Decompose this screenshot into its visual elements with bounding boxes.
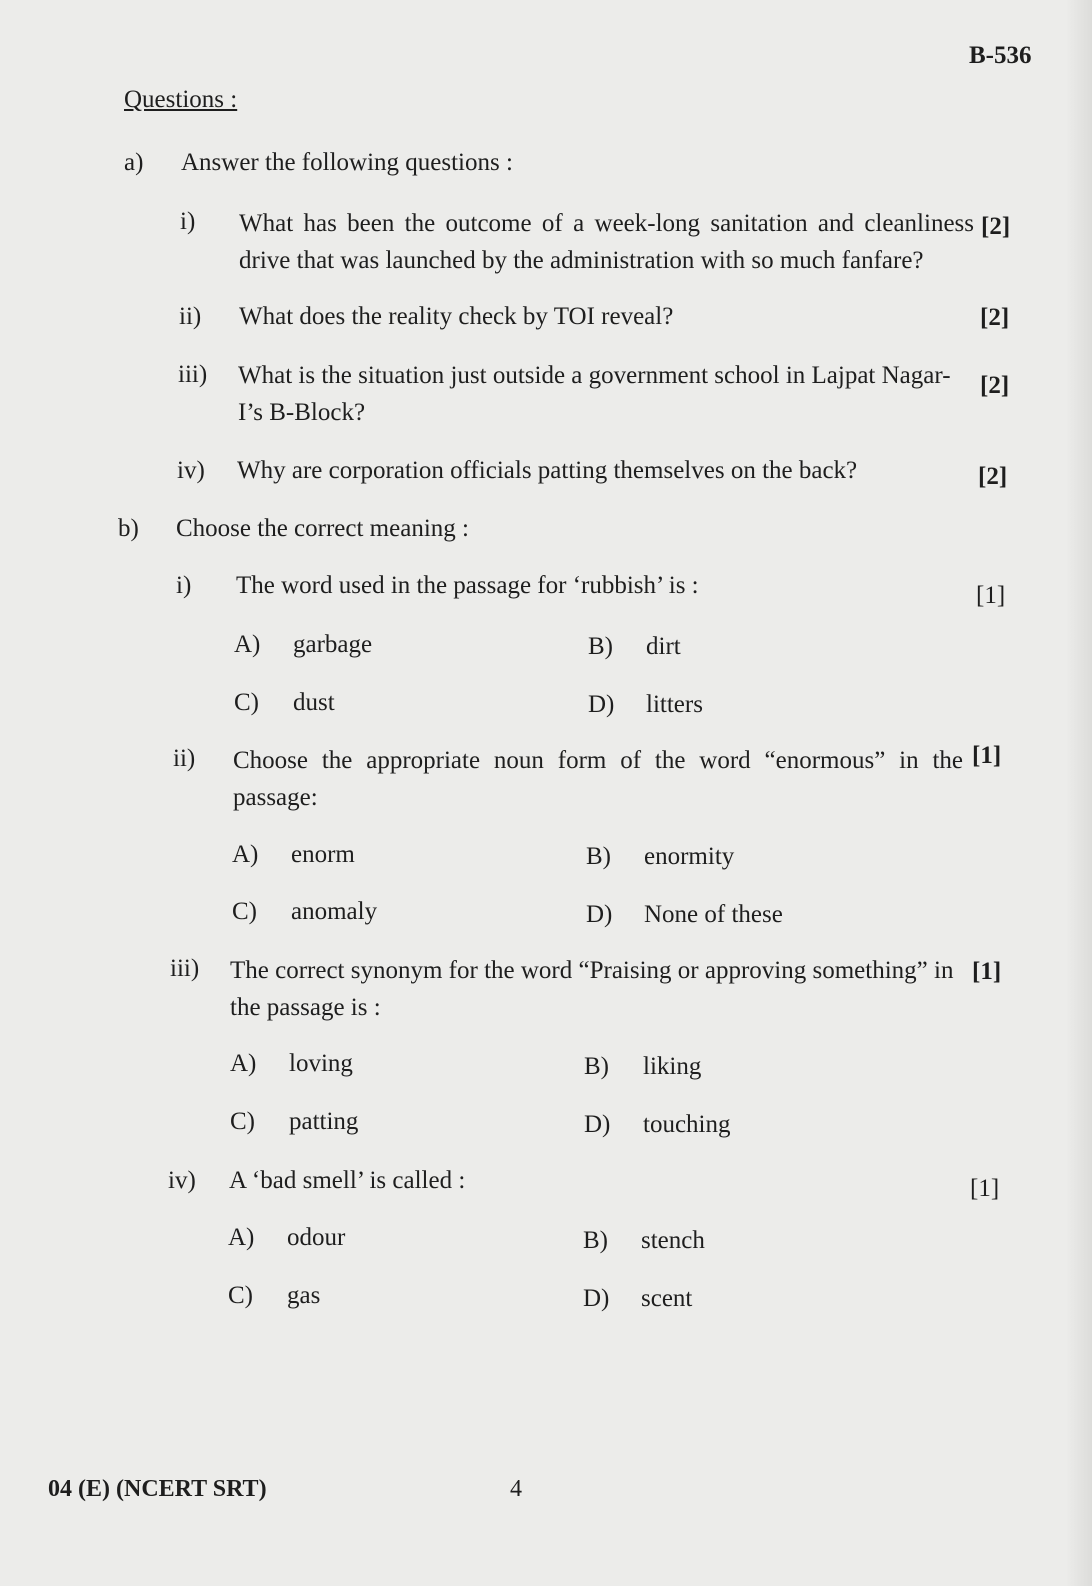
option-key: D) bbox=[586, 901, 613, 928]
question-a4-number: iv) bbox=[177, 457, 205, 484]
question-a3-number: iii) bbox=[178, 361, 208, 388]
footer-paper-code: 04 (E) (NCERT SRT) bbox=[48, 1476, 267, 1502]
option-text: patting bbox=[289, 1108, 359, 1135]
option-key: B) bbox=[584, 1053, 609, 1080]
option-key: C) bbox=[232, 898, 257, 925]
option-text: loving bbox=[289, 1050, 353, 1077]
option-key: B) bbox=[588, 633, 613, 660]
option-text: litters bbox=[646, 691, 703, 718]
question-a3-marks: [2] bbox=[980, 372, 1010, 399]
paper-code-header: B-536 bbox=[969, 42, 1032, 69]
question-b3-text: The correct synonym for the word “Praising or approving something” in the passage is : bbox=[230, 957, 954, 1021]
option-text: liking bbox=[643, 1053, 702, 1080]
option-key: D) bbox=[588, 691, 615, 718]
option-text: scent bbox=[641, 1285, 693, 1312]
option-key: C) bbox=[234, 689, 259, 716]
question-b3-number: iii) bbox=[170, 955, 200, 982]
question-b4-number: iv) bbox=[168, 1167, 196, 1194]
option-text: odour bbox=[287, 1224, 346, 1251]
question-a1-text: What has been the outcome of a week-long sanitation and cleanliness drive that was launched by the administration with so much fanfare? bbox=[239, 210, 974, 274]
option-text: gas bbox=[287, 1282, 321, 1309]
question-b2-marks: [1] bbox=[972, 742, 1002, 769]
option-key: C) bbox=[228, 1282, 253, 1309]
question-b3-marks: [1] bbox=[972, 958, 1002, 985]
question-b1-text: The word used in the passage for ‘rubbish’ is : bbox=[236, 572, 699, 599]
option-text: dirt bbox=[646, 633, 681, 660]
page-edge-shadow bbox=[1066, 0, 1092, 1586]
option-key: D) bbox=[584, 1111, 611, 1138]
page-number: 4 bbox=[510, 1476, 522, 1502]
section-b-instruction: Choose the correct meaning : bbox=[176, 515, 469, 542]
option-key: A) bbox=[228, 1224, 255, 1251]
section-a-label: a) bbox=[124, 149, 144, 176]
section-a-instruction: Answer the following questions : bbox=[181, 149, 513, 176]
question-b1-marks: [1] bbox=[976, 582, 1006, 609]
question-a4-text: Why are corporation officials patting themselves on the back? bbox=[237, 457, 858, 484]
option-text: stench bbox=[641, 1227, 705, 1254]
question-b2-number: ii) bbox=[173, 745, 196, 772]
question-b4-marks: [1] bbox=[970, 1175, 1000, 1202]
option-key: A) bbox=[232, 841, 259, 868]
question-a2-text: What does the reality check by TOI reveal? bbox=[239, 303, 674, 330]
option-text: enorm bbox=[291, 841, 355, 868]
option-text: dust bbox=[293, 689, 335, 716]
option-key: A) bbox=[234, 631, 261, 658]
question-a1-marks: [2] bbox=[981, 213, 1011, 240]
option-key: B) bbox=[586, 843, 611, 870]
question-a1-number: i) bbox=[180, 208, 196, 235]
question-b1-number: i) bbox=[176, 572, 192, 599]
questions-heading: Questions : bbox=[124, 86, 238, 113]
option-text: enormity bbox=[644, 843, 735, 870]
question-a2-marks: [2] bbox=[980, 304, 1010, 331]
option-text: None of these bbox=[644, 901, 783, 928]
question-a3-text: What is the situation just outside a government school in Lajpat Nagar-I’s B-Block? bbox=[238, 362, 951, 426]
option-key: C) bbox=[230, 1108, 255, 1135]
option-key: A) bbox=[230, 1050, 257, 1077]
option-key: B) bbox=[583, 1227, 608, 1254]
question-a2-number: ii) bbox=[179, 303, 202, 330]
option-text: touching bbox=[643, 1111, 731, 1138]
question-b2-text-line bbox=[233, 742, 963, 816]
option-key: D) bbox=[583, 1285, 610, 1312]
option-text: anomaly bbox=[291, 898, 378, 925]
question-a4-marks: [2] bbox=[978, 463, 1008, 490]
option-text: garbage bbox=[293, 631, 373, 658]
question-b2-text: Choose the appropriate noun form of the word “enormous” in the passage: bbox=[233, 747, 963, 811]
question-b4-text: A ‘bad smell’ is called : bbox=[229, 1167, 466, 1194]
section-b-label: b) bbox=[118, 515, 139, 542]
